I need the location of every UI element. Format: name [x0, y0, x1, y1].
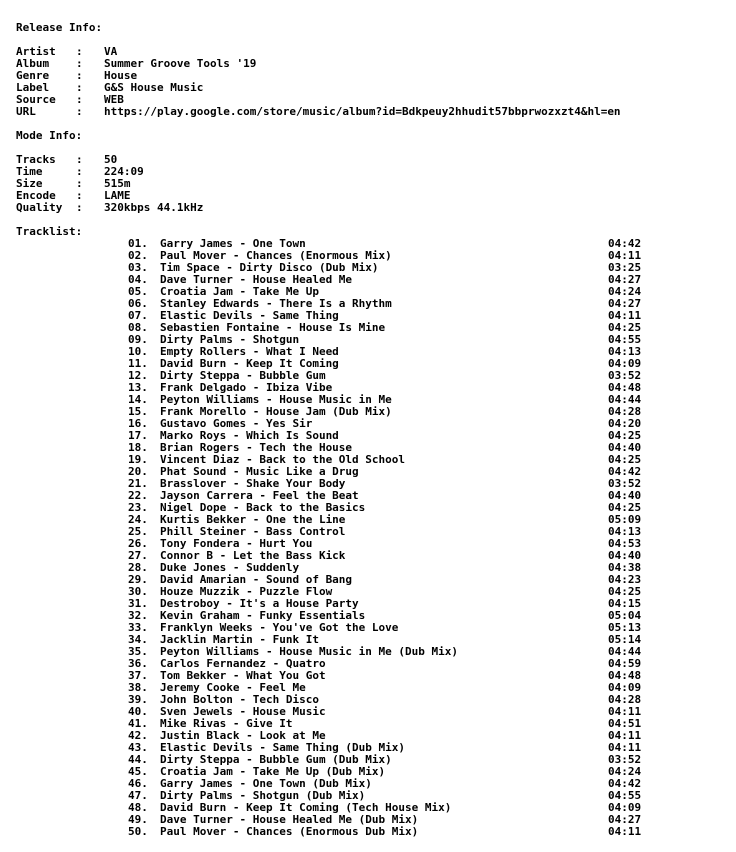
track-number: 34. [128, 633, 148, 646]
track-number: 24. [128, 513, 148, 526]
track-duration: 04:24 [608, 285, 642, 298]
track-title: Mike Rivas - Give It [160, 717, 293, 730]
track-title: Tim Space - Dirty Disco (Dub Mix) [160, 261, 379, 274]
track-duration: 04:40 [608, 549, 642, 562]
track-number: 32. [128, 609, 148, 622]
track-title: Garry James - One Town (Dub Mix) [160, 777, 372, 790]
track-title: Duke Jones - Suddenly [160, 561, 300, 574]
track-duration: 04:44 [608, 393, 642, 406]
track-number: 21. [128, 477, 148, 490]
tracklist-heading: Tracklist: [16, 225, 83, 238]
track-number: 28. [128, 561, 148, 574]
field-separator: : [76, 81, 83, 94]
field-separator: : [76, 57, 83, 70]
track-title: Frank Morello - House Jam (Dub Mix) [160, 405, 392, 418]
track-title: Phat Sound - Music Like a Drug [160, 465, 359, 478]
track-number: 30. [128, 585, 148, 598]
track-duration: 05:04 [608, 609, 642, 622]
track-number: 48. [128, 801, 148, 814]
track-duration: 05:09 [608, 513, 642, 526]
mode-info-quality-row [16, 202, 736, 214]
track-duration: 04:25 [608, 501, 642, 514]
track-title: Brian Rogers - Tech the House [160, 441, 353, 454]
track-number: 50. [128, 825, 148, 838]
track-title: Dave Turner - House Healed Me [160, 273, 353, 286]
track-number: 22. [128, 489, 148, 502]
mode-info-field-value: LAME [104, 189, 131, 202]
release-info-heading: Release Info: [16, 21, 103, 34]
track-number: 07. [128, 309, 148, 322]
release-info-field-label: Artist [16, 45, 56, 58]
track-title: Nigel Dope - Back to the Basics [160, 501, 366, 514]
track-duration: 04:55 [608, 789, 642, 802]
track-title: Destroboy - It's a House Party [160, 597, 359, 610]
track-number: 06. [128, 297, 148, 310]
track-duration: 04:20 [608, 417, 642, 430]
track-title: David Burn - Keep It Coming [160, 357, 339, 370]
track-number: 14. [128, 393, 148, 406]
track-number: 16. [128, 417, 148, 430]
release-info-field-value: Summer Groove Tools '19 [104, 57, 257, 70]
track-title: Franklyn Weeks - You've Got the Love [160, 621, 399, 634]
track-title: Dirty Steppa - Bubble Gum (Dub Mix) [160, 753, 392, 766]
track-duration: 04:27 [608, 273, 642, 286]
track-number: 49. [128, 813, 148, 826]
track-duration: 04:42 [608, 237, 642, 250]
track-duration: 04:44 [608, 645, 642, 658]
mode-info-fields [16, 154, 736, 214]
track-duration: 04:15 [608, 597, 642, 610]
track-duration: 04:25 [608, 429, 642, 442]
track-title: Brasslover - Shake Your Body [160, 477, 346, 490]
release-info-field-value: WEB [104, 93, 124, 106]
track-number: 13. [128, 381, 148, 394]
field-separator: : [76, 45, 83, 58]
mode-info-field-label: Tracks [16, 153, 56, 166]
release-info-field-label: URL [16, 105, 36, 118]
track-title: Vincent Diaz - Back to the Old School [160, 453, 406, 466]
mode-info-field-value: 515m [104, 177, 131, 190]
track-duration: 04:27 [608, 297, 642, 310]
track-title: Marko Roys - Which Is Sound [160, 429, 339, 442]
track-duration: 04:55 [608, 333, 642, 346]
mode-info-field-label: Size [16, 177, 43, 190]
mode-info-field-value: 224:09 [104, 165, 144, 178]
track-duration: 04:25 [608, 321, 642, 334]
release-info-field-label: Label [16, 81, 50, 94]
track-number: 44. [128, 753, 148, 766]
track-title: Paul Mover - Chances (Enormous Dub Mix) [160, 825, 419, 838]
track-title: Phill Steiner - Bass Control [160, 525, 346, 538]
track-duration: 04:28 [608, 693, 642, 706]
track-duration: 04:38 [608, 561, 642, 574]
field-separator: : [76, 201, 83, 214]
release-info-field-label: Source [16, 93, 56, 106]
track-title: Dave Turner - House Healed Me (Dub Mix) [160, 813, 419, 826]
track-number: 46. [128, 777, 148, 790]
track-title: Jacklin Martin - Funk It [160, 633, 319, 646]
release-info-field-value: House [104, 69, 138, 82]
field-separator: : [76, 93, 83, 106]
track-duration: 04:28 [608, 405, 642, 418]
track-number: 19. [128, 453, 148, 466]
track-number: 05. [128, 285, 148, 298]
track-number: 38. [128, 681, 148, 694]
track-row [16, 826, 736, 838]
track-duration: 04:11 [608, 741, 642, 754]
release-info-fields [16, 46, 736, 118]
track-number: 27. [128, 549, 148, 562]
track-duration: 04:11 [608, 825, 642, 838]
track-duration: 04:09 [608, 681, 642, 694]
track-title: Gustavo Gomes - Yes Sir [160, 417, 313, 430]
track-duration: 04:11 [608, 705, 642, 718]
track-duration: 04:09 [608, 801, 642, 814]
track-title: Sebastien Fontaine - House Is Mine [160, 321, 386, 334]
track-number: 11. [128, 357, 148, 370]
track-number: 23. [128, 501, 148, 514]
track-title: Garry James - One Town [160, 237, 306, 250]
track-number: 10. [128, 345, 148, 358]
track-duration: 04:59 [608, 657, 642, 670]
track-duration: 03:25 [608, 261, 642, 274]
tracklist [16, 238, 736, 838]
track-title: Croatia Jam - Take Me Up (Dub Mix) [160, 765, 386, 778]
track-number: 03. [128, 261, 148, 274]
track-title: Jeremy Cooke - Feel Me [160, 681, 306, 694]
track-number: 04. [128, 273, 148, 286]
track-number: 33. [128, 621, 148, 634]
track-duration: 03:52 [608, 477, 642, 490]
track-duration: 04:40 [608, 489, 642, 502]
track-title: Paul Mover - Chances (Enormous Mix) [160, 249, 392, 262]
track-title: Justin Black - Look at Me [160, 729, 326, 742]
track-number: 42. [128, 729, 148, 742]
track-title: Peyton Williams - House Music in Me [160, 393, 392, 406]
track-duration: 05:13 [608, 621, 642, 634]
track-duration: 04:25 [608, 585, 642, 598]
track-duration: 04:24 [608, 765, 642, 778]
track-number: 08. [128, 321, 148, 334]
mode-info-field-value: 50 [104, 153, 118, 166]
track-title: David Amarian - Sound of Bang [160, 573, 353, 586]
track-number: 45. [128, 765, 148, 778]
track-title: Elastic Devils - Same Thing (Dub Mix) [160, 741, 406, 754]
track-number: 29. [128, 573, 148, 586]
track-duration: 04:51 [608, 717, 642, 730]
release-info-field-label: Genre [16, 69, 50, 82]
track-duration: 04:48 [608, 381, 642, 394]
track-number: 31. [128, 597, 148, 610]
track-title: Tom Bekker - What You Got [160, 669, 326, 682]
track-duration: 04:25 [608, 453, 642, 466]
release-info-label-row [16, 82, 736, 94]
track-number: 39. [128, 693, 148, 706]
track-number: 35. [128, 645, 148, 658]
field-separator: : [76, 153, 83, 166]
track-duration: 05:14 [608, 633, 642, 646]
field-separator: : [76, 177, 83, 190]
release-info-field-value: https://play.google.com/store/music/album?id=Bdkpeuy2hhudit57bbprwozxzt4&hl=en [104, 105, 621, 118]
track-duration: 04:27 [608, 813, 642, 826]
track-number: 26. [128, 537, 148, 550]
track-number: 17. [128, 429, 148, 442]
track-duration: 04:23 [608, 573, 642, 586]
track-title: Kurtis Bekker - One the Line [160, 513, 346, 526]
track-title: Empty Rollers - What I Need [160, 345, 339, 358]
field-separator: : [76, 105, 83, 118]
release-info-field-label: Album [16, 57, 50, 70]
mode-info-field-label: Quality [16, 201, 63, 214]
track-number: 09. [128, 333, 148, 346]
track-number: 18. [128, 441, 148, 454]
track-number: 25. [128, 525, 148, 538]
track-number: 37. [128, 669, 148, 682]
track-title: David Burn - Keep It Coming (Tech House Mix) [160, 801, 452, 814]
track-title: Tony Fondera - Hurt You [160, 537, 313, 550]
track-duration: 03:52 [608, 753, 642, 766]
track-title: Peyton Williams - House Music in Me (Dub Mix) [160, 645, 459, 658]
mode-info-field-label: Time [16, 165, 43, 178]
field-separator: : [76, 69, 83, 82]
mode-info-field-label: Encode [16, 189, 56, 202]
track-number: 01. [128, 237, 148, 250]
release-info-url-row [16, 106, 736, 118]
mode-info-field-value: 320kbps 44.1kHz [104, 201, 204, 214]
field-separator: : [76, 189, 83, 202]
track-duration: 04:13 [608, 345, 642, 358]
field-separator: : [76, 165, 83, 178]
track-number: 12. [128, 369, 148, 382]
track-title: Frank Delgado - Ibiza Vibe [160, 381, 333, 394]
track-duration: 04:11 [608, 309, 642, 322]
track-title: Kevin Graham - Funky Essentials [160, 609, 366, 622]
track-title: Houze Muzzik - Puzzle Flow [160, 585, 333, 598]
track-duration: 04:42 [608, 777, 642, 790]
track-title: Jayson Carrera - Feel the Beat [160, 489, 359, 502]
track-title: Stanley Edwards - There Is a Rhythm [160, 297, 392, 310]
track-title: Dirty Palms - Shotgun [160, 333, 300, 346]
track-number: 40. [128, 705, 148, 718]
track-title: Dirty Steppa - Bubble Gum [160, 369, 326, 382]
track-number: 47. [128, 789, 148, 802]
track-number: 43. [128, 741, 148, 754]
track-title: Sven Jewels - House Music [160, 705, 326, 718]
track-duration: 04:53 [608, 537, 642, 550]
track-duration: 04:42 [608, 465, 642, 478]
track-duration: 04:40 [608, 441, 642, 454]
track-duration: 04:11 [608, 729, 642, 742]
track-title: Connor B - Let the Bass Kick [160, 549, 346, 562]
track-duration: 03:52 [608, 369, 642, 382]
track-duration: 04:11 [608, 249, 642, 262]
track-duration: 04:48 [608, 669, 642, 682]
track-title: Dirty Palms - Shotgun (Dub Mix) [160, 789, 366, 802]
track-number: 41. [128, 717, 148, 730]
track-duration: 04:09 [608, 357, 642, 370]
track-number: 02. [128, 249, 148, 262]
track-title: Elastic Devils - Same Thing [160, 309, 339, 322]
track-title: John Bolton - Tech Disco [160, 693, 319, 706]
track-number: 36. [128, 657, 148, 670]
track-number: 15. [128, 405, 148, 418]
mode-info-heading: Mode Info: [16, 129, 83, 142]
track-title: Croatia Jam - Take Me Up [160, 285, 319, 298]
release-info-field-value: VA [104, 45, 118, 58]
track-number: 20. [128, 465, 148, 478]
track-title: Carlos Fernandez - Quatro [160, 657, 326, 670]
track-duration: 04:13 [608, 525, 642, 538]
release-info-field-value: G&S House Music [104, 81, 204, 94]
